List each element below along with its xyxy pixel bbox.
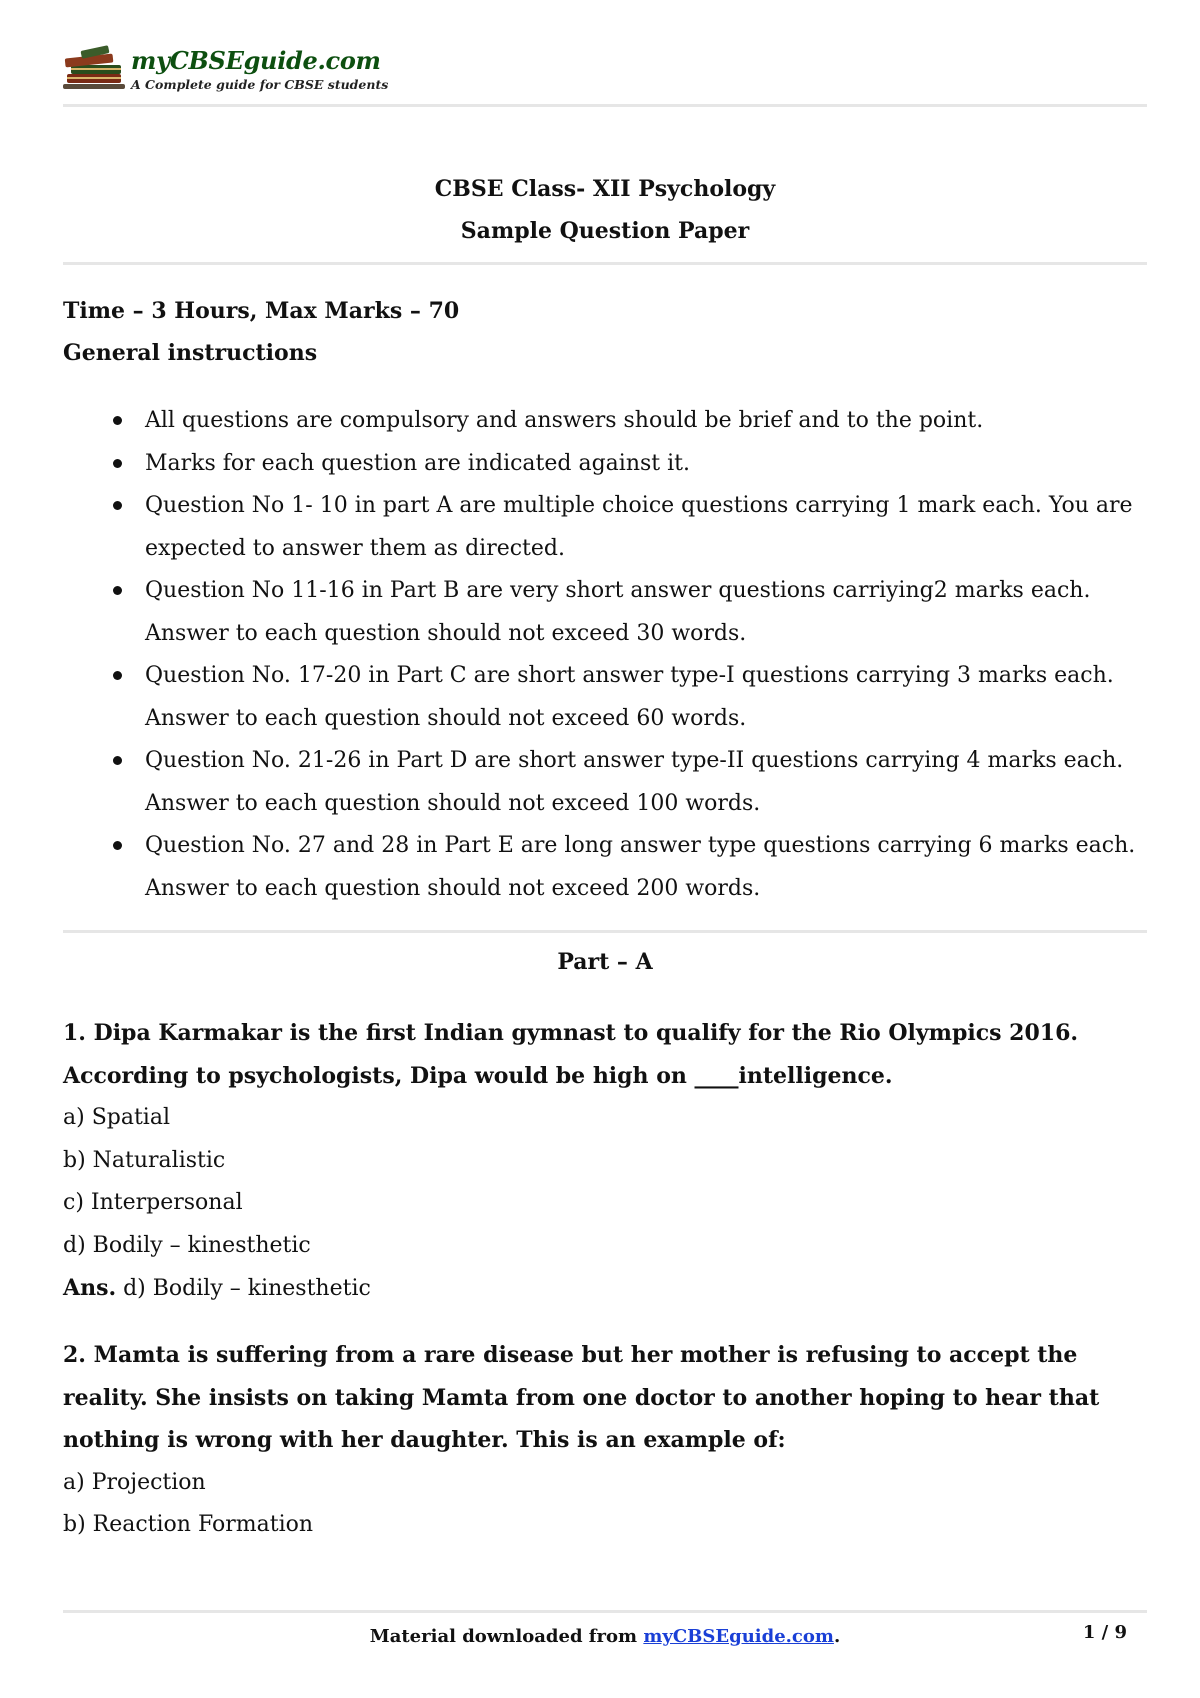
books-stack-icon: [63, 44, 129, 92]
list-item: [63, 825, 1147, 910]
option-b: b) Naturalistic: [63, 1147, 226, 1173]
bullet-icon: [113, 459, 122, 468]
logo-wordmark-com: .com: [317, 46, 381, 75]
option-a: a) Projection: [63, 1469, 206, 1495]
instruction-text: Question No 1- 10 in part A are multiple choice questions carrying 1 mark each. You are expected to answer them as directed.: [145, 493, 1133, 561]
header-divider: [63, 104, 1147, 107]
footer-link[interactable]: myCBSEguide.com: [643, 1626, 834, 1647]
title-line-1: CBSE Class- XII Psychology: [434, 176, 776, 202]
document-page: [63, 0, 1147, 1698]
instruction-text: Question No 11-16 in Part B are very short answer questions carriying2 marks each. Answer to each question should not exceed 30 words.: [145, 578, 1091, 646]
question-1: [63, 1012, 1147, 1311]
question-stem: 2. Mamta is suffering from a rare disease but her mother is refusing to accept the reality. She insists on taking Mamta from one doctor to another hoping to hear that nothing is wrong with her daughter. This is an example of:: [63, 1342, 1100, 1453]
option-b: b) Reaction Formation: [63, 1512, 314, 1537]
footer-prefix: Material downloaded from: [369, 1626, 644, 1647]
question-stem: 1. Dipa Karmakar is the first Indian gymnast to qualify for the Rio Olympics 2016. According to psychologists, Dipa would be high on ____intelligence.: [63, 1020, 1079, 1089]
list-item: [63, 485, 1147, 570]
bullet-icon: [113, 586, 122, 595]
time-marks: Time – 3 Hours, Max Marks – 70: [63, 298, 460, 324]
list-item: [63, 740, 1147, 825]
bullet-icon: [113, 671, 122, 680]
footer-divider: [63, 1610, 1147, 1613]
bullet-icon: [113, 416, 122, 425]
option-c: c) Interpersonal: [63, 1190, 243, 1215]
instructions-heading: General instructions: [63, 340, 318, 366]
footer-suffix: .: [833, 1626, 841, 1647]
paper-meta: [63, 290, 1147, 374]
title-line-2: Sample Question Paper: [460, 218, 750, 244]
instruction-text: Question No. 21-26 in Part D are short answer type-II questions carrying 4 marks each. Answer to each question should not exceed 100 words.: [145, 748, 1124, 816]
site-logo[interactable]: [63, 44, 403, 104]
page-number: 1 / 9: [1082, 1622, 1127, 1643]
title-divider: [63, 262, 1147, 265]
list-item: [63, 400, 1147, 443]
footer-text: [63, 1626, 1147, 1647]
instruction-text: Question No. 27 and 28 in Part E are long answer type questions carrying 6 marks each. Answer to each question should not exceed 200 words.: [145, 833, 1136, 901]
question-2: [63, 1334, 1147, 1547]
logo-wordmark-guide: guide: [243, 46, 318, 75]
paper-title: [63, 168, 1147, 252]
instructions-list: [63, 400, 1147, 910]
list-item: [63, 570, 1147, 655]
logo-wordmark-cbse: CBSE: [169, 46, 244, 75]
bullet-icon: [113, 756, 122, 765]
logo-wordmark: [131, 46, 381, 75]
instruction-text: All questions are compulsory and answers should be brief and to the point.: [145, 408, 984, 433]
answer-label: Ans.: [63, 1275, 117, 1301]
instruction-text: Question No. 17-20 in Part C are short answer type-I questions carrying 3 marks each. Answer to each question should not exceed 60 words.: [145, 663, 1114, 731]
answer-text: d) Bodily – kinesthetic: [116, 1276, 371, 1301]
logo-tagline: A Complete guide for CBSE students: [131, 77, 389, 92]
instruction-text: Marks for each question are indicated against it.: [145, 450, 690, 476]
list-item: [63, 443, 1147, 486]
list-item: [63, 655, 1147, 740]
logo-wordmark-my: my: [131, 46, 170, 75]
option-a: a) Spatial: [63, 1105, 170, 1130]
instructions-divider: [63, 930, 1147, 933]
answer-line: [63, 1267, 1147, 1311]
bullet-icon: [113, 841, 122, 850]
part-heading: Part – A: [557, 949, 653, 975]
bullet-icon: [113, 501, 122, 510]
option-d: d) Bodily – kinesthetic: [63, 1232, 311, 1258]
